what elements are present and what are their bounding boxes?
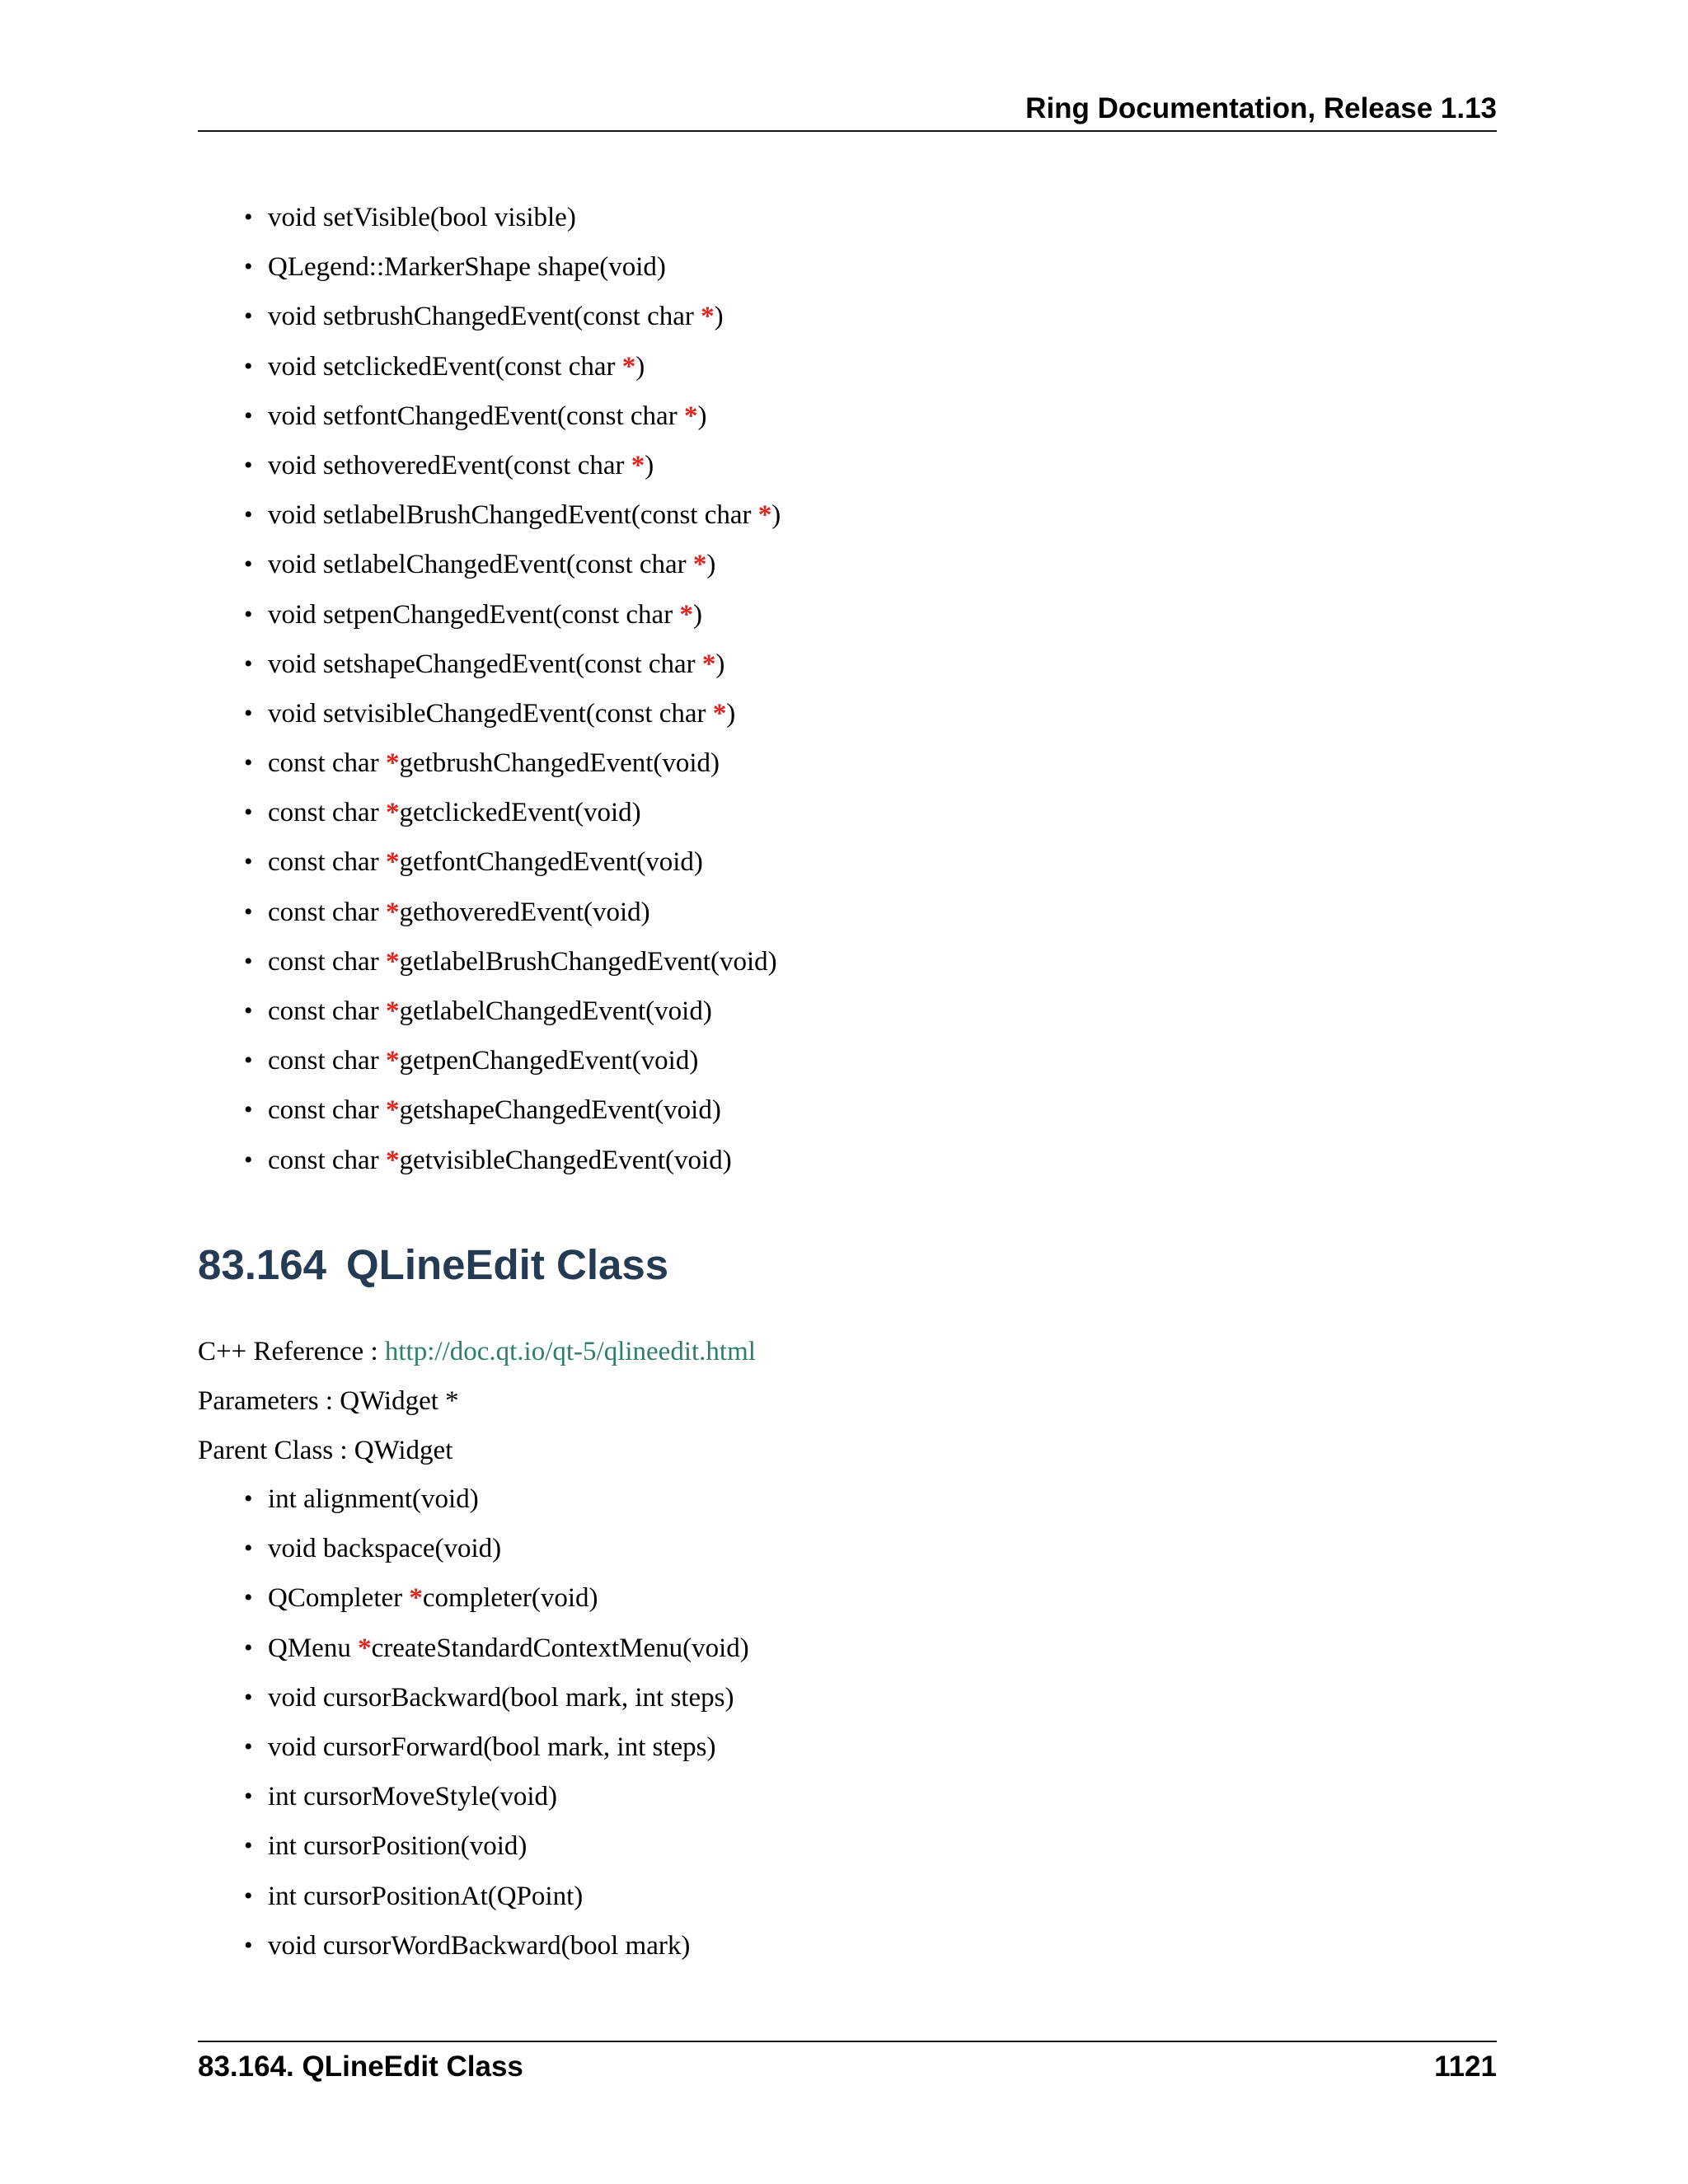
bullet-icon: •	[244, 1882, 253, 1910]
list-item	[244, 995, 781, 1044]
bullet-icon: •	[244, 997, 253, 1024]
bullet-icon: •	[244, 253, 253, 281]
item-text: void cursorForward(bool mark, int steps)	[268, 1732, 716, 1762]
list-item	[244, 548, 781, 598]
list-item	[244, 1632, 749, 1681]
item-text: int alignment(void)	[268, 1484, 479, 1514]
list-item	[244, 1532, 749, 1582]
bullet-icon: •	[244, 848, 253, 876]
item-text: int cursorMoveStyle(void)	[268, 1782, 558, 1812]
item-text: void setVisible(bool visible)	[268, 203, 576, 232]
header-title: Ring Documentation, Release 1.13	[1025, 92, 1497, 124]
bullet-icon: •	[244, 1146, 253, 1174]
pointer-asterisk: *	[385, 1145, 400, 1175]
bullet-icon: •	[244, 1633, 253, 1661]
bullet-icon: •	[244, 600, 253, 628]
list-item	[244, 400, 781, 449]
cpp-reference-label: C++ Reference :	[198, 1337, 385, 1366]
bullet-icon: •	[244, 1783, 253, 1811]
pointer-asterisk: *	[385, 847, 400, 878]
item-text: void setlabelChangedEvent(const char	[268, 550, 693, 580]
list-item	[244, 1582, 749, 1631]
list-item	[244, 846, 781, 895]
item-text-suffix: getfontChangedEvent(void)	[399, 847, 703, 878]
pointer-asterisk: *	[385, 748, 400, 779]
list-item	[244, 697, 781, 747]
parent-class-line: Parent Class : QWidget	[198, 1436, 453, 1465]
section-heading	[198, 1240, 668, 1290]
list-item	[244, 251, 781, 300]
item-text-suffix: getvisibleChangedEvent(void)	[399, 1145, 732, 1175]
item-text-suffix: )	[697, 401, 707, 431]
bullet-icon: •	[244, 1047, 253, 1075]
pointer-asterisk: *	[409, 1583, 423, 1614]
item-text-suffix: )	[714, 302, 724, 332]
item-text: const char	[268, 748, 386, 779]
list-item	[244, 648, 781, 697]
item-text: const char	[268, 1095, 386, 1126]
parameters-line: Parameters : QWidget *	[198, 1386, 459, 1416]
pointer-asterisk: *	[385, 798, 400, 828]
pointer-asterisk: *	[679, 599, 693, 630]
bullet-icon: •	[244, 204, 253, 231]
item-text-suffix: getshapeChangedEvent(void)	[399, 1095, 721, 1126]
bullet-icon: •	[244, 1535, 253, 1563]
list-item	[244, 1780, 749, 1830]
list-item	[244, 1144, 781, 1193]
pointer-asterisk: *	[692, 550, 707, 580]
bullet-icon: •	[244, 401, 253, 429]
bullet-icon: •	[244, 947, 253, 975]
item-text: int cursorPositionAt(QPoint)	[268, 1881, 584, 1911]
cpp-reference-line	[198, 1335, 756, 1368]
list-item	[244, 896, 781, 945]
pointer-asterisk: *	[631, 450, 645, 480]
list-item	[244, 1044, 781, 1094]
list-item	[244, 300, 781, 349]
pointer-asterisk: *	[385, 946, 400, 977]
item-text-suffix: createStandardContextMenu(void)	[371, 1633, 749, 1663]
list-item	[244, 945, 781, 995]
item-text-suffix: )	[706, 550, 716, 580]
pointer-asterisk: *	[385, 996, 400, 1026]
section-title: QLineEdit Class	[346, 1241, 669, 1288]
pointer-asterisk: *	[683, 401, 698, 431]
bullet-icon: •	[244, 501, 253, 529]
bullet-icon: •	[244, 649, 253, 677]
bullet-icon: •	[244, 302, 253, 330]
method-list-qlegendmarker	[244, 201, 781, 1193]
page-footer	[198, 2041, 1497, 2092]
list-item	[244, 499, 781, 548]
item-text: const char	[268, 847, 386, 878]
bullet-icon: •	[244, 699, 253, 727]
item-text: const char	[268, 897, 386, 927]
item-text: int cursorPosition(void)	[268, 1831, 528, 1862]
item-text: QMenu	[268, 1633, 359, 1663]
bullet-icon: •	[244, 1832, 253, 1860]
item-text-suffix: completer(void)	[422, 1583, 598, 1614]
item-text: void setvisibleChangedEvent(const char	[268, 698, 713, 729]
bullet-icon: •	[244, 1931, 253, 1959]
list-item	[244, 1929, 749, 1979]
item-text: void setpenChangedEvent(const char	[268, 599, 680, 630]
pointer-asterisk: *	[701, 302, 715, 332]
item-text: const char	[268, 946, 386, 977]
bullet-icon: •	[244, 551, 253, 579]
list-item	[244, 449, 781, 499]
item-text: void sethoveredEvent(const char	[268, 450, 631, 480]
list-item	[244, 1681, 749, 1731]
item-text: const char	[268, 1046, 386, 1076]
item-text: const char	[268, 996, 386, 1026]
item-text-suffix: getbrushChangedEvent(void)	[399, 748, 720, 779]
bullet-icon: •	[244, 749, 253, 777]
bullet-icon: •	[244, 451, 253, 479]
pointer-asterisk: *	[385, 1095, 400, 1126]
pointer-asterisk: *	[757, 500, 772, 531]
bullet-icon: •	[244, 1096, 253, 1124]
pointer-asterisk: *	[712, 698, 727, 729]
cpp-reference-link[interactable]: http://doc.qt.io/qt-5/qlineedit.html	[384, 1337, 756, 1366]
footer-page-number: 1121	[1434, 2050, 1497, 2083]
item-text: void cursorWordBackward(bool mark)	[268, 1930, 691, 1961]
pointer-asterisk: *	[701, 649, 716, 679]
bullet-icon: •	[244, 352, 253, 380]
item-text-suffix: getpenChangedEvent(void)	[399, 1046, 699, 1076]
method-list-qlineedit	[244, 1483, 749, 1979]
item-text: void setbrushChangedEvent(const char	[268, 302, 701, 332]
item-text: void setfontChangedEvent(const char	[268, 401, 684, 431]
footer-section-label: 83.164. QLineEdit Class	[198, 2050, 523, 2083]
bullet-icon: •	[244, 1485, 253, 1512]
item-text: void setshapeChangedEvent(const char	[268, 649, 702, 679]
item-text: const char	[268, 798, 386, 828]
item-text: void setlabelBrushChangedEvent(const char	[268, 500, 758, 531]
list-item	[244, 1094, 781, 1143]
bullet-icon: •	[244, 1732, 253, 1760]
list-item	[244, 201, 781, 251]
list-item	[244, 747, 781, 796]
item-text: void backspace(void)	[268, 1534, 502, 1564]
list-item	[244, 598, 781, 648]
bullet-icon: •	[244, 1683, 253, 1711]
item-text-suffix: )	[692, 599, 702, 630]
item-text-suffix: )	[771, 500, 781, 531]
item-text-suffix: )	[726, 698, 736, 729]
item-text: QCompleter	[268, 1583, 410, 1614]
pointer-asterisk: *	[621, 351, 636, 382]
item-text-suffix: )	[645, 450, 654, 480]
item-text-suffix: getclickedEvent(void)	[399, 798, 641, 828]
item-text: void setclickedEvent(const char	[268, 351, 622, 382]
item-text-suffix: getlabelChangedEvent(void)	[399, 996, 712, 1026]
bullet-icon: •	[244, 1584, 253, 1612]
list-item	[244, 1880, 749, 1929]
list-item	[244, 796, 781, 846]
item-text: void cursorBackward(bool mark, int steps)	[268, 1682, 734, 1713]
pointer-asterisk: *	[358, 1633, 372, 1663]
item-text: QLegend::MarkerShape shape(void)	[268, 252, 666, 283]
list-item	[244, 350, 781, 400]
pointer-asterisk: *	[385, 897, 400, 927]
section-number: 83.164	[198, 1241, 326, 1288]
item-text-suffix: )	[635, 351, 645, 382]
item-text-suffix: )	[715, 649, 725, 679]
item-text-suffix: gethoveredEvent(void)	[399, 897, 650, 927]
item-text: const char	[268, 1145, 386, 1175]
pointer-asterisk: *	[385, 1046, 400, 1076]
list-item	[244, 1483, 749, 1532]
list-item	[244, 1731, 749, 1780]
bullet-icon: •	[244, 799, 253, 827]
page-header	[198, 92, 1497, 132]
list-item	[244, 1830, 749, 1879]
bullet-icon: •	[244, 898, 253, 926]
item-text-suffix: getlabelBrushChangedEvent(void)	[399, 946, 777, 977]
